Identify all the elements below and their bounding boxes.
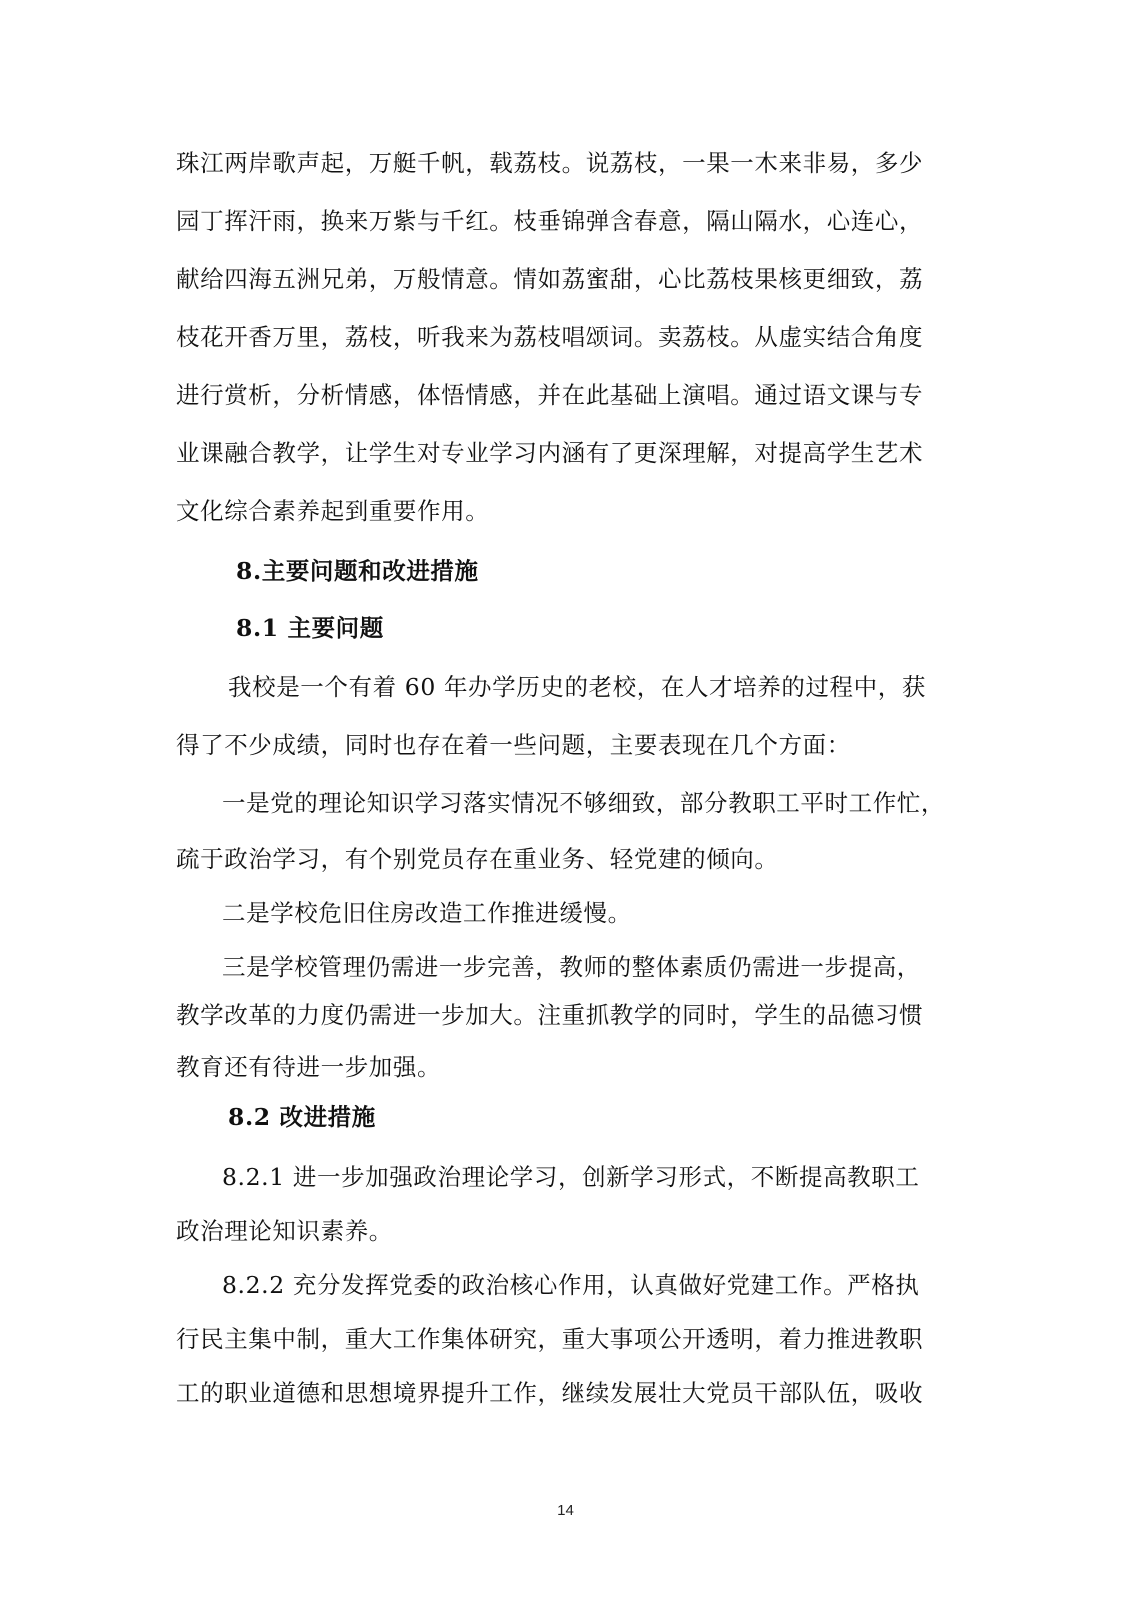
paragraph-line: 教学改革的力度仍需进一步加大。注重抓教学的同时，学生的品德习惯 <box>176 1001 924 1029</box>
paragraph-line: 珠江两岸歌声起，万艇千帆，载荔枝。说荔枝，一果一木来非易，多少 <box>176 149 924 177</box>
paragraph-line: 三是学校管理仍需进一步完善，教师的整体素质仍需进一步提高， <box>222 953 921 981</box>
paragraph-line: 进行赏析，分析情感，体悟情感，并在此基础上演唱。通过语文课与专 <box>176 381 924 409</box>
paragraph-line: 献给四海五洲兄弟，万般情意。情如荔蜜甜，心比荔枝果核更细致，荔 <box>176 265 924 293</box>
paragraph-line: 园丁挥汗雨，换来万紫与千红。枝垂锦弹含春意，隔山隔水，心连心， <box>176 207 924 235</box>
paragraph-line: 疏于政治学习，有个别党员存在重业务、轻党建的倾向。 <box>176 845 779 873</box>
paragraph-line: 政治理论知识素养。 <box>176 1217 393 1245</box>
paragraph-line: 业课融合教学，让学生对专业学习内涵有了更深理解，对提高学生艺术 <box>176 439 924 467</box>
section-heading-8-1: 8.1 主要问题 <box>236 614 384 642</box>
paragraph-line: 工的职业道德和思想境界提升工作，继续发展壮大党员干部队伍，吸收 <box>176 1379 924 1407</box>
paragraph-line: 行民主集中制，重大工作集体研究，重大事项公开透明，着力推进教职 <box>176 1325 924 1353</box>
paragraph-line: 枝花开香万里，荔枝，听我来为荔枝唱颂词。卖荔枝。从虚实结合角度 <box>176 323 924 351</box>
paragraph-line: 教育还有待进一步加强。 <box>176 1053 442 1081</box>
paragraph-line: 一是党的理论知识学习落实情况不够细致，部分教职工平时工作忙， <box>222 789 945 817</box>
paragraph-line: 得了不少成绩，同时也存在着一些问题，主要表现在几个方面： <box>176 731 851 759</box>
section-heading-8: 8.主要问题和改进措施 <box>236 557 479 585</box>
paragraph-line: 我校是一个有着 60 年办学历史的老校，在人才培养的过程中，获 <box>228 673 926 701</box>
paragraph-line: 8.2.2 充分发挥党委的政治核心作用，认真做好党建工作。严格执 <box>222 1271 920 1299</box>
paragraph-line: 文化综合素养起到重要作用。 <box>176 497 490 525</box>
paragraph-line: 8.2.1 进一步加强政治理论学习，创新学习形式，不断提高教职工 <box>222 1163 920 1191</box>
page-number: 14 <box>557 1502 574 1519</box>
section-heading-8-2: 8.2 改进措施 <box>228 1103 376 1131</box>
paragraph-line: 二是学校危旧住房改造工作推进缓慢。 <box>222 899 632 927</box>
